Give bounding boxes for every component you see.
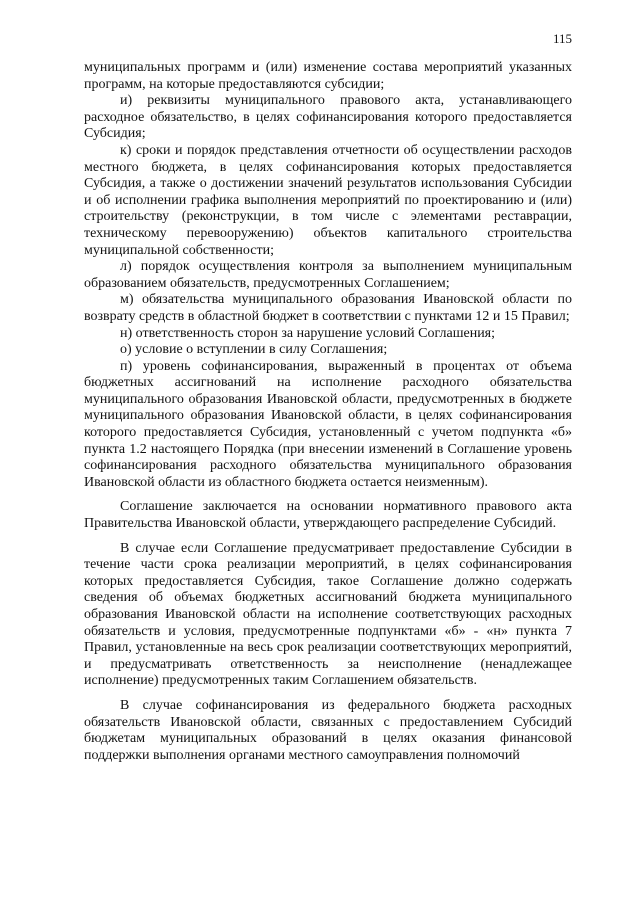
paragraph: о) условие о вступлении в силу Соглашения; — [120, 342, 388, 358]
paragraph: н) ответственность сторон за нарушение условий Соглашения; — [120, 325, 496, 341]
paragraph: В случае если Соглашение предусматривает предоставление Субсидии в течение части срока реализации мероприятий, в целях софинансирования которых предоставляется Субсидия, такое Соглашение должно содержать сведения об объемах бюджетных ассигнований бюджета муниципального образования Ивановской области на исполнение соответствующих расходных обязательств и условия, предусмотренные подпунктами «б» - «н» пункта 7 Правил, установленные на весь срок реализации соответствующих мероприятий, и предусматривать ответственность за неисполнение (ненадлежащее исполнение) предусмотренных таким Соглашением обязательств. — [84, 540, 572, 689]
paragraph: муниципальных программ и (или) изменение состава мероприятий указанных программ, на которые предоставляются субсидии; — [84, 60, 572, 92]
paragraph: м) обязательства муниципального образования Ивановской области по возврату средств в областной бюджет в соответствии с пунктами 12 и 15 Правил; — [84, 292, 572, 324]
document-body — [84, 60, 572, 764]
paragraph: и) реквизиты муниципального правового акта, устанавливающего расходное обязательство, в целях софинансирования которого предоставляется Субсидия; — [84, 93, 572, 142]
paragraph: Соглашение заключается на основании нормативного правового акта Правительства Ивановской области, утверждающего распределение Субсидий. — [84, 499, 572, 532]
paragraph: к) сроки и порядок представления отчетности об осуществлении расходов местного бюджета, в целях софинансирования которых предоставляется Субсидия, а также о достижении значений результатов использования Субсидии и об исполнении графика выполнения мероприятий по проектированию и (или) строительству (реконструкции, в том числе с элементами реставрации, техническому перевооружению) объектов капитального строительства муниципальной собственности; — [84, 142, 572, 258]
paragraph: В случае софинансирования из федерального бюджета расходных обязательств Ивановской области, связанных с предоставлением Субсидий бюджетам муниципальных образований в целях оказания финансовой поддержки выполнения органами местного самоуправления полномочий — [84, 697, 572, 763]
page-number: 115 — [552, 31, 572, 46]
paragraph: п) уровень софинансирования, выраженный в процентах от объема бюджетных ассигнований на исполнение расходного обязательства муниципального образования Ивановской области, предусмотренных в бюджете муниципального образования Ивановской области, в целях софинансирования которого предоставляется Субсидия, установленный с учетом подпункта «б» пункта 1.2 настоящего Порядка (при внесении изменений в Соглашение уровень софинансирования расходного обязательства муниципального образования Ивановской области из областного бюджета остается неизменным). — [84, 358, 572, 490]
paragraph: л) порядок осуществления контроля за выполнением муниципальным образованием обязательств, предусмотренных Соглашением; — [84, 259, 572, 291]
